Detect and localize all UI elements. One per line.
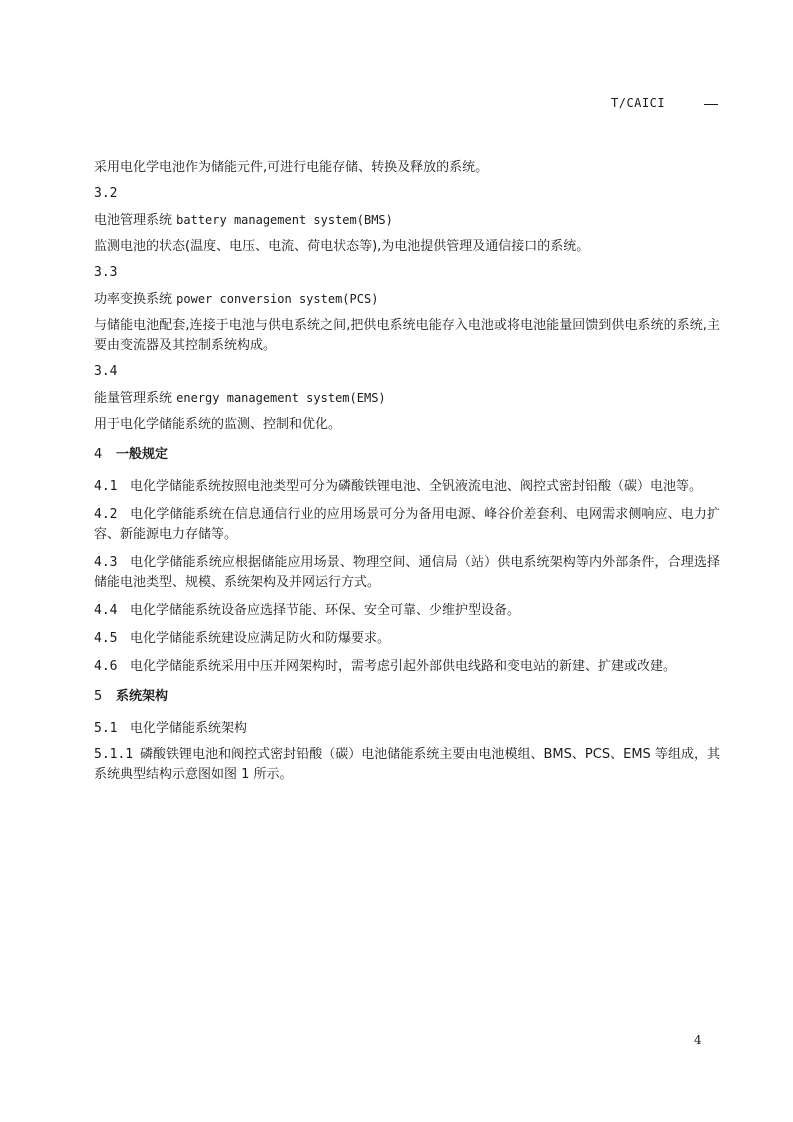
term-number: 3.2 — [94, 186, 118, 201]
clause — [94, 745, 720, 785]
term-number: 3.4 — [94, 364, 118, 379]
header-doc-code: T/CAICI — [611, 96, 666, 110]
term-definition: 与储能电池配套,连接于电池与供电系统之间,把供电系统电能存入电池或将电池能量回馈到供电系统的系统,主要由变流器及其控制系统构成。 — [94, 318, 720, 353]
term-cn: 功率变换系统 — [94, 292, 177, 307]
clause-number: 4.3 — [94, 555, 118, 570]
clause-text: 电化学储能系统按照电池类型可分为磷酸铁锂电池、全钒液流电池、阀控式密封铅酸（碳）电池等。 — [130, 479, 703, 494]
clause-text: 磷酸铁锂电池和阀控式密封铅酸（碳）电池储能系统主要由电池模组、BMS、PCS、EMS 等组成，其系统典型结构示意图如图 1 所示。 — [94, 747, 720, 782]
clause-number: 4.4 — [94, 603, 118, 618]
clause — [94, 553, 720, 593]
clause-text: 电化学储能系统设备应选择节能、环保、安全可靠、少维护型设备。 — [130, 603, 521, 618]
term-cn: 能量管理系统 — [94, 391, 177, 406]
page-number: 4 — [694, 1033, 702, 1047]
clause-number: 4.2 — [94, 507, 118, 522]
clause — [94, 477, 720, 497]
term-en: energy management system(EMS) — [176, 391, 386, 405]
clause-number: 4.5 — [94, 631, 118, 646]
section-heading — [94, 687, 720, 707]
clause — [94, 657, 720, 677]
term-cn: 电池管理系统 — [94, 213, 177, 228]
term-en: battery management system(BMS) — [176, 213, 393, 227]
clause-text: 电化学储能系统采用中压并网架构时，需考虑引起外部供电线路和变电站的新建、扩建或改建。 — [130, 659, 677, 674]
term-definition: 监测电池的状态(温度、电压、电流、荷电状态等),为电池提供管理及通信接口的系统。 — [94, 239, 590, 254]
clause-text: 电化学储能系统在信息通信行业的应用场景可分为备用电源、峰谷价差套利、电网需求侧响应、电力扩容、新能源电力存储等。 — [94, 507, 720, 542]
section-number: 5 — [94, 689, 103, 704]
clause-text: 电化学储能系统建设应满足防火和防爆要求。 — [130, 631, 391, 646]
clause-number: 4.1 — [94, 479, 118, 494]
intro-text: 采用电化学电池作为储能元件,可进行电能存储、转换及释放的系统。 — [94, 160, 489, 175]
subsection-title: 电化学储能系统架构 — [130, 721, 248, 736]
term-definition: 用于电化学储能系统的监测、控制和优化。 — [94, 417, 342, 432]
term-title — [94, 388, 720, 409]
clause-number: 5.1.1 — [94, 747, 134, 762]
clause-number: 4.6 — [94, 659, 118, 674]
page-content — [94, 158, 720, 793]
section-title: 系统架构 — [116, 689, 169, 704]
term-number: 3.3 — [94, 265, 118, 280]
subsection-number: 5.1 — [94, 721, 118, 736]
header-dash — [704, 104, 718, 105]
clause-text: 电化学储能系统应根据储能应用场景、物理空间、通信局（站）供电系统架构等内外部条件，合理选择储能电池类型、规模、系统架构及并网运行方式。 — [94, 555, 720, 590]
term-title — [94, 210, 720, 231]
subsection-heading — [94, 719, 720, 739]
clause — [94, 601, 720, 621]
term-en: power conversion system(PCS) — [176, 292, 379, 306]
clause — [94, 629, 720, 649]
term-title — [94, 289, 720, 310]
section-heading — [94, 445, 720, 465]
section-number: 4 — [94, 447, 103, 462]
section-title: 一般规定 — [116, 447, 169, 462]
clause — [94, 505, 720, 545]
